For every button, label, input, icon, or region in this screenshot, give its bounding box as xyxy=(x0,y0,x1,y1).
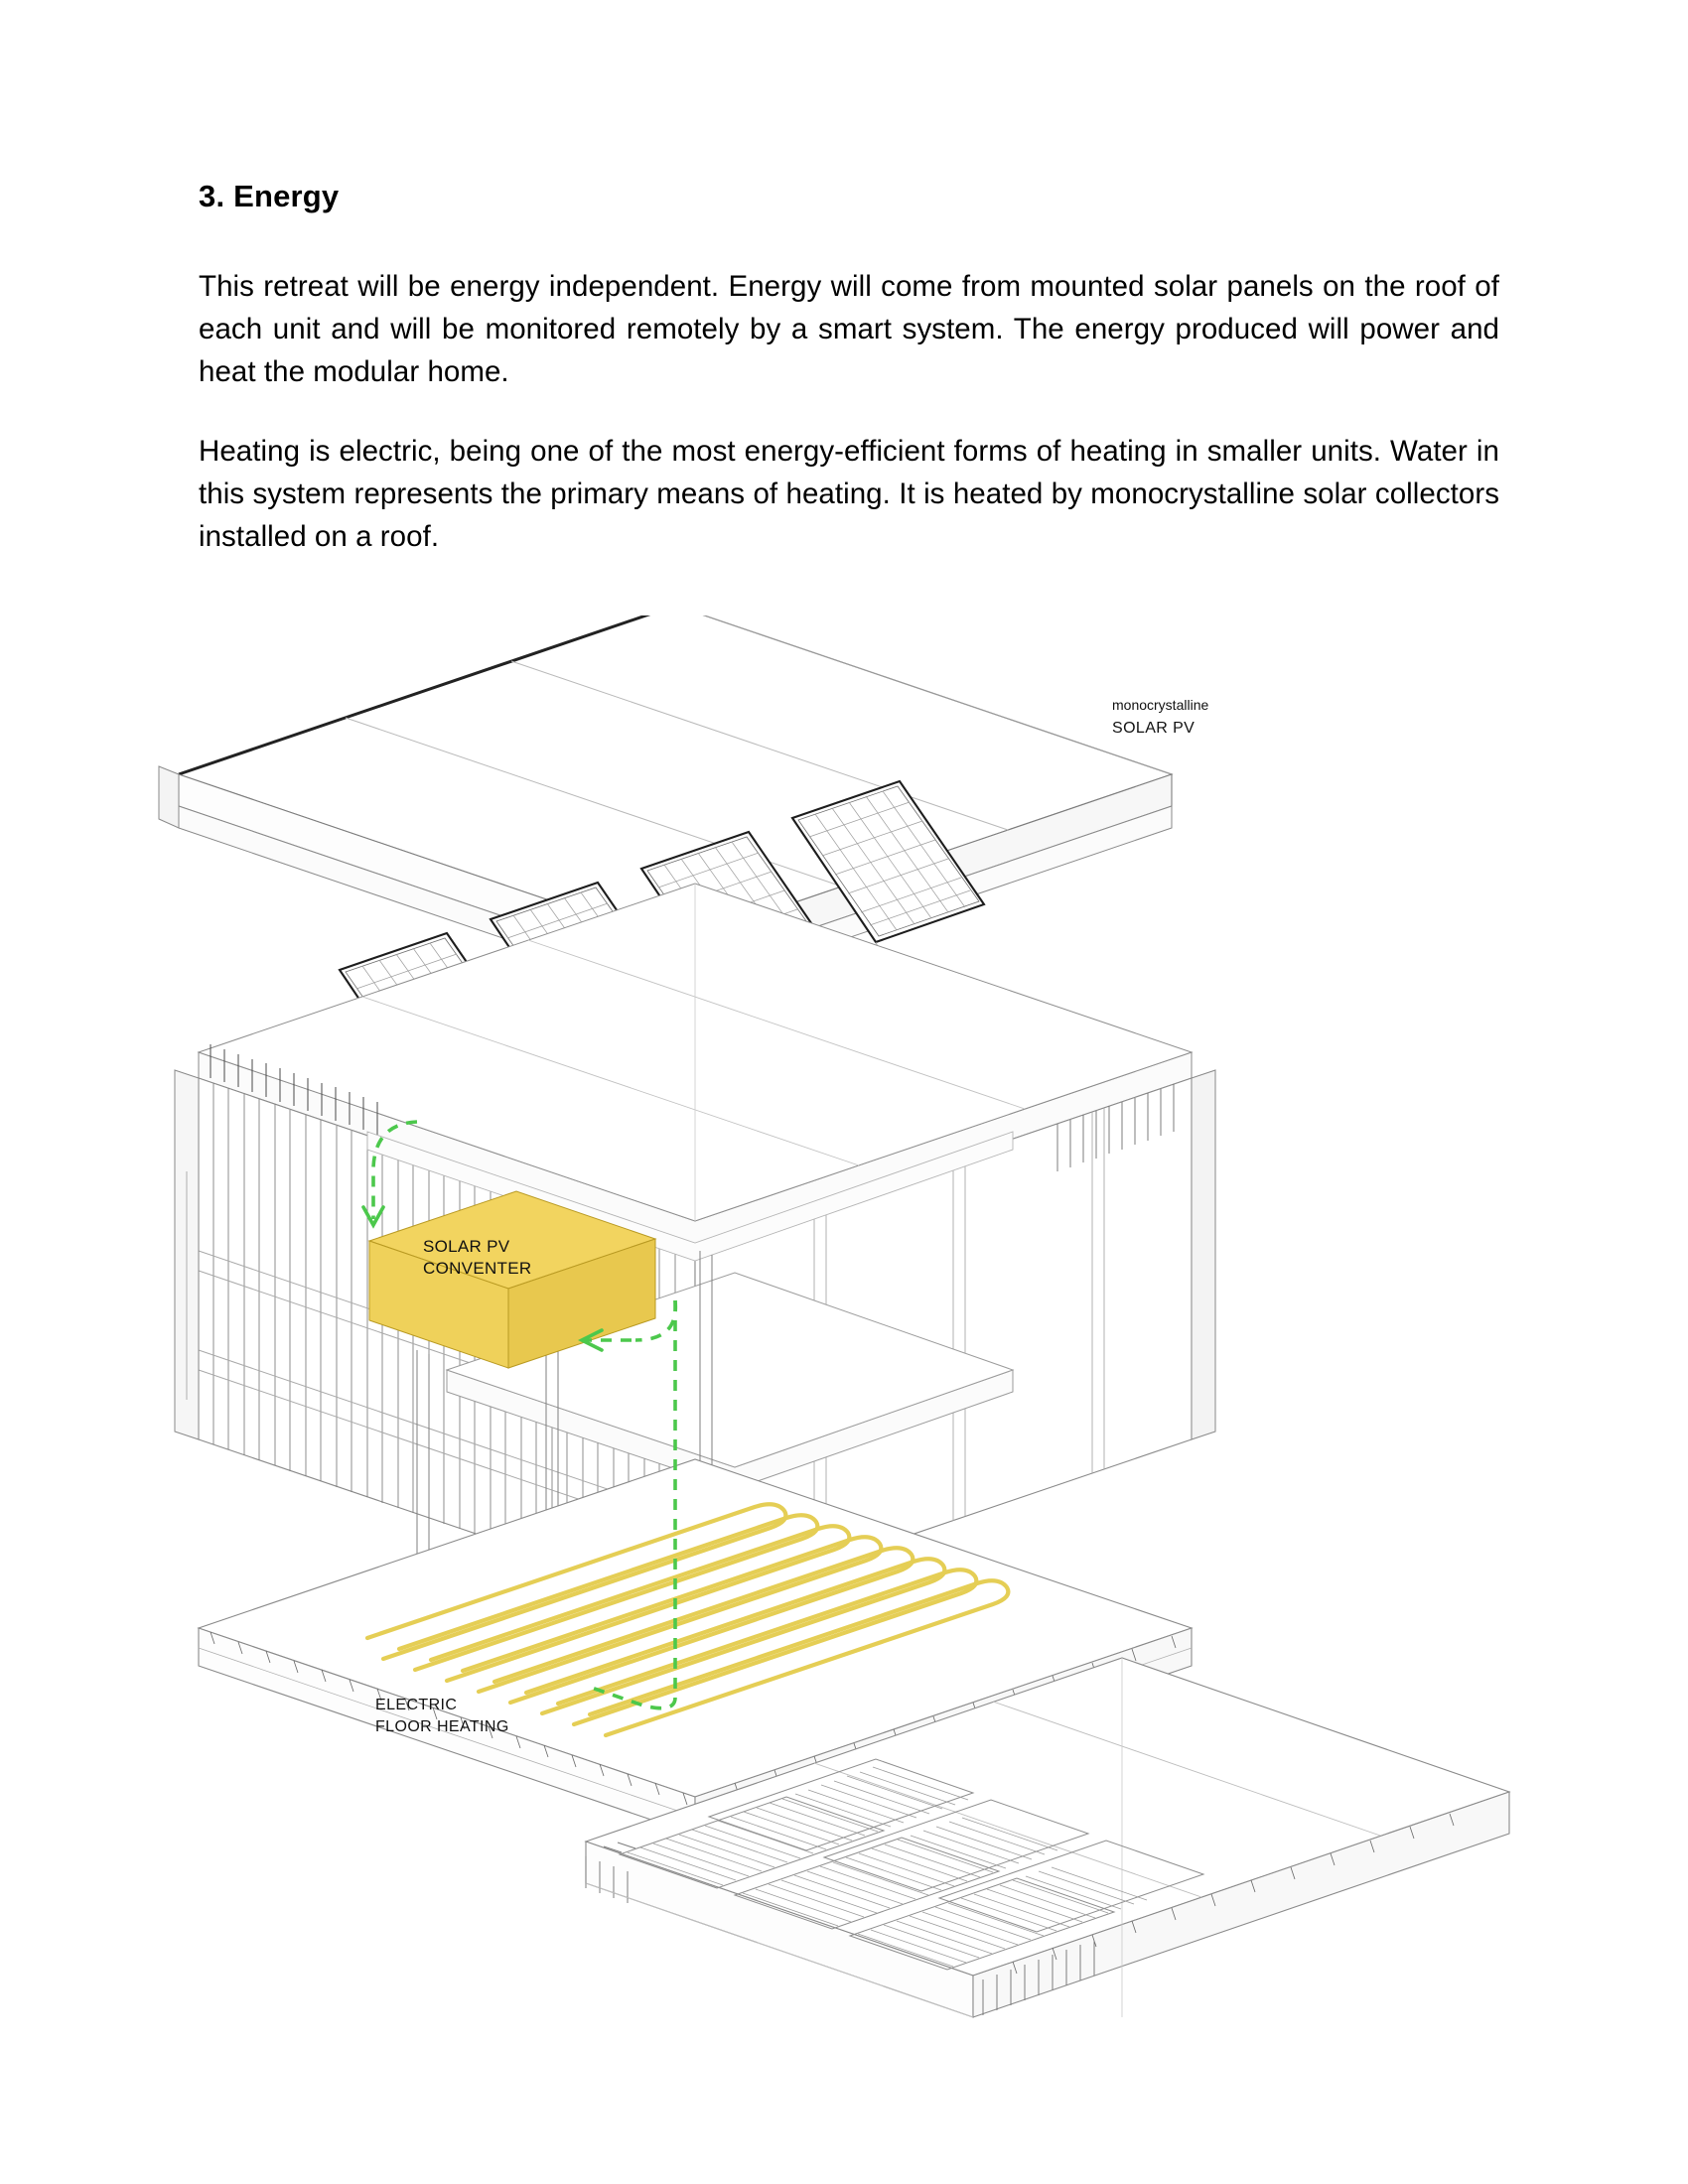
paragraph-energy-overview: This retreat will be energy independent. Energy will come from mounted solar panels on the roof of each unit and will be monitored remotely by a smart system. The energy produced will power and heat the modular home. xyxy=(199,270,1499,388)
label-floor-heating-line1: ELECTRIC xyxy=(375,1697,458,1713)
text-column xyxy=(199,179,1499,559)
label-floor-heating-line2: FLOOR HEATING xyxy=(375,1718,509,1735)
label-solar-pv-line1: monocrystalline xyxy=(1112,697,1209,713)
label-solar-pv-line2: SOLAR PV xyxy=(1112,720,1196,737)
label-monocrystalline-solar-pv xyxy=(1112,697,1208,737)
page-title: 3. Energy xyxy=(199,179,340,213)
energy-system-axonometric-diagram xyxy=(119,615,1569,2105)
paragraph-heating: Heating is electric, being one of the most energy-efficient forms of heating in smaller units. Water in this system represents the primary means of heating. It is heated by monocrystalline solar collectors installed on a roof. xyxy=(199,435,1499,553)
label-converter-line2: CONVENTER xyxy=(423,1259,532,1278)
label-converter-line1: SOLAR PV xyxy=(423,1237,510,1256)
